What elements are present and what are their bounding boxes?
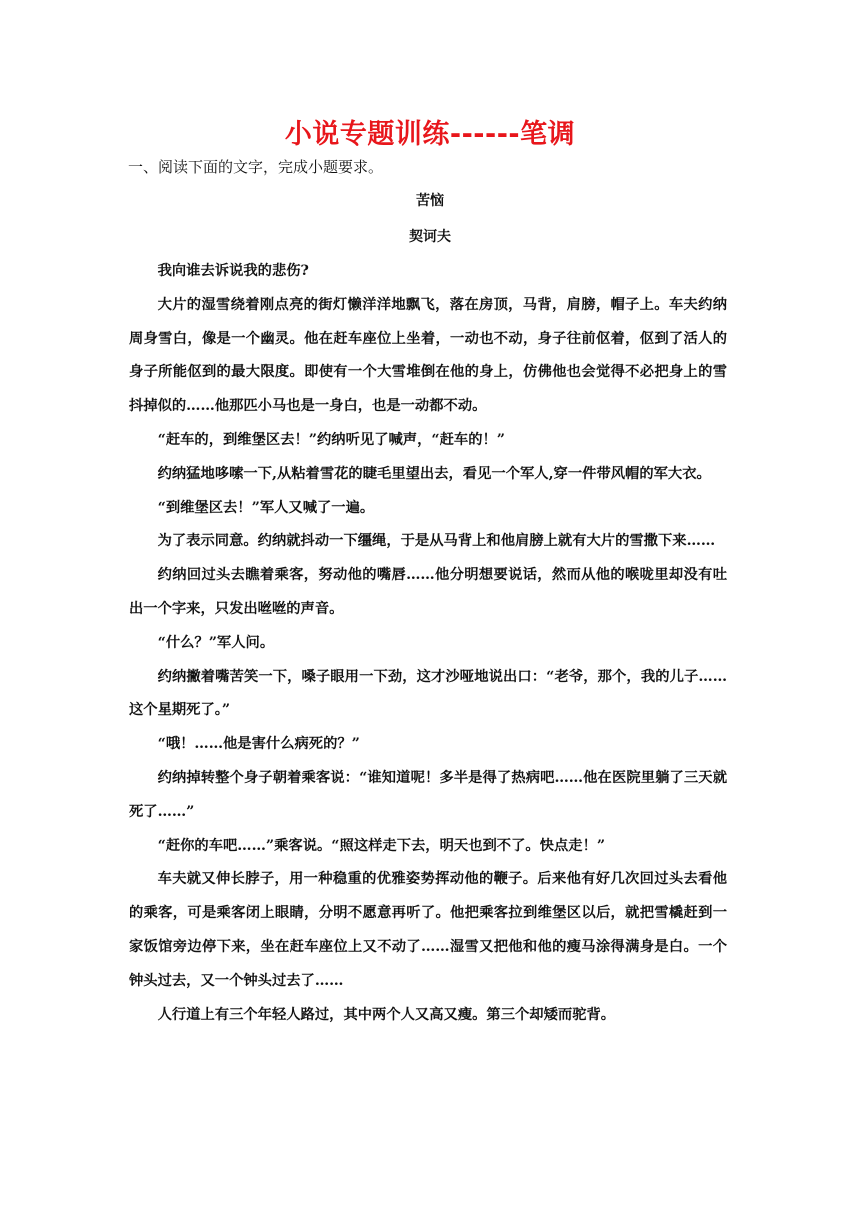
paragraph: 车夫就又伸长脖子，用一种稳重的优雅姿势挥动他的鞭子。后来他有好几次回过头去看他的乘客，可是乘客闭上眼睛，分明不愿意再听了。他把乘客拉到维堡区以后，就把雪橇赶到一家饭馆旁边停下来，坐在赶车座位上又不动了……湿雪又把他和他的瘦马涂得满身是白。一个钟头过去，又一个钟头过去了……: [129, 871, 727, 989]
paragraph: 约纳回过头去瞧着乘客，努动他的嘴唇……他分明想要说话，然而从他的喉咙里却没有吐出一个字来，只发出咝咝的声音。: [129, 567, 727, 617]
question-instruction: 一、阅读下面的文字，完成小题要求。: [128, 158, 384, 176]
paragraph: “赶你的车吧……”乘客说。“照这样走下去，明天也到不了。快点走！”: [157, 837, 606, 854]
paragraph: 约纳猛地哆嗦一下,从粘着雪花的睫毛里望出去，看见一个军人,穿一件带风帽的军大衣。: [157, 465, 711, 482]
paragraph: “到维堡区去！”军人又喊了一遍。: [157, 499, 375, 516]
story-title: 苦恼: [416, 193, 444, 209]
paragraph: “什么？”军人问。: [157, 634, 275, 651]
paragraph: 我向谁去诉说我的悲伤?: [157, 263, 309, 279]
paragraph: 大片的湿雪绕着刚点亮的街灯懒洋洋地飘飞，落在房顶，马背，肩膀，帽子上。车夫约纳周身雪白，像是一个幽灵。他在赶车座位上坐着，一动也不动，身子往前伛着，伛到了活人的身子所能伛到的最大限度。即使有一个大雪堆倒在他的身上，仿佛他也会觉得不必把身上的雪抖掉似的……他那匹小马也是一身白，也是一动都不动。: [129, 296, 727, 415]
paragraph: 约纳撇着嘴苦笑一下，嗓子眼用一下劲，这才沙哑地说出口：“老爷，那个，我的儿子……这个星期死了。”: [129, 668, 727, 719]
story-body: [129, 255, 727, 1032]
paragraph: 约纳掉转整个身子朝着乘客说：“谁知道呢！多半是得了热病吧……他在医院里躺了三天就死了……”: [129, 769, 727, 820]
paragraph: 为了表示同意。约纳就抖动一下缰绳，于是从马背上和他肩膀上就有大片的雪撒下来……: [157, 533, 716, 550]
paragraph: “哦！……他是害什么病死的？”: [157, 736, 360, 753]
document-title: 小说专题训练------笔调: [284, 119, 576, 150]
paragraph: “赶车的，到维堡区去！”约纳听见了喊声，“赶车的！”: [157, 431, 506, 448]
story-author: 契诃夫: [409, 229, 451, 245]
paragraph: 人行道上有三个年轻人路过，其中两个人又高又瘦。第三个却矮而驼背。: [157, 1006, 616, 1023]
